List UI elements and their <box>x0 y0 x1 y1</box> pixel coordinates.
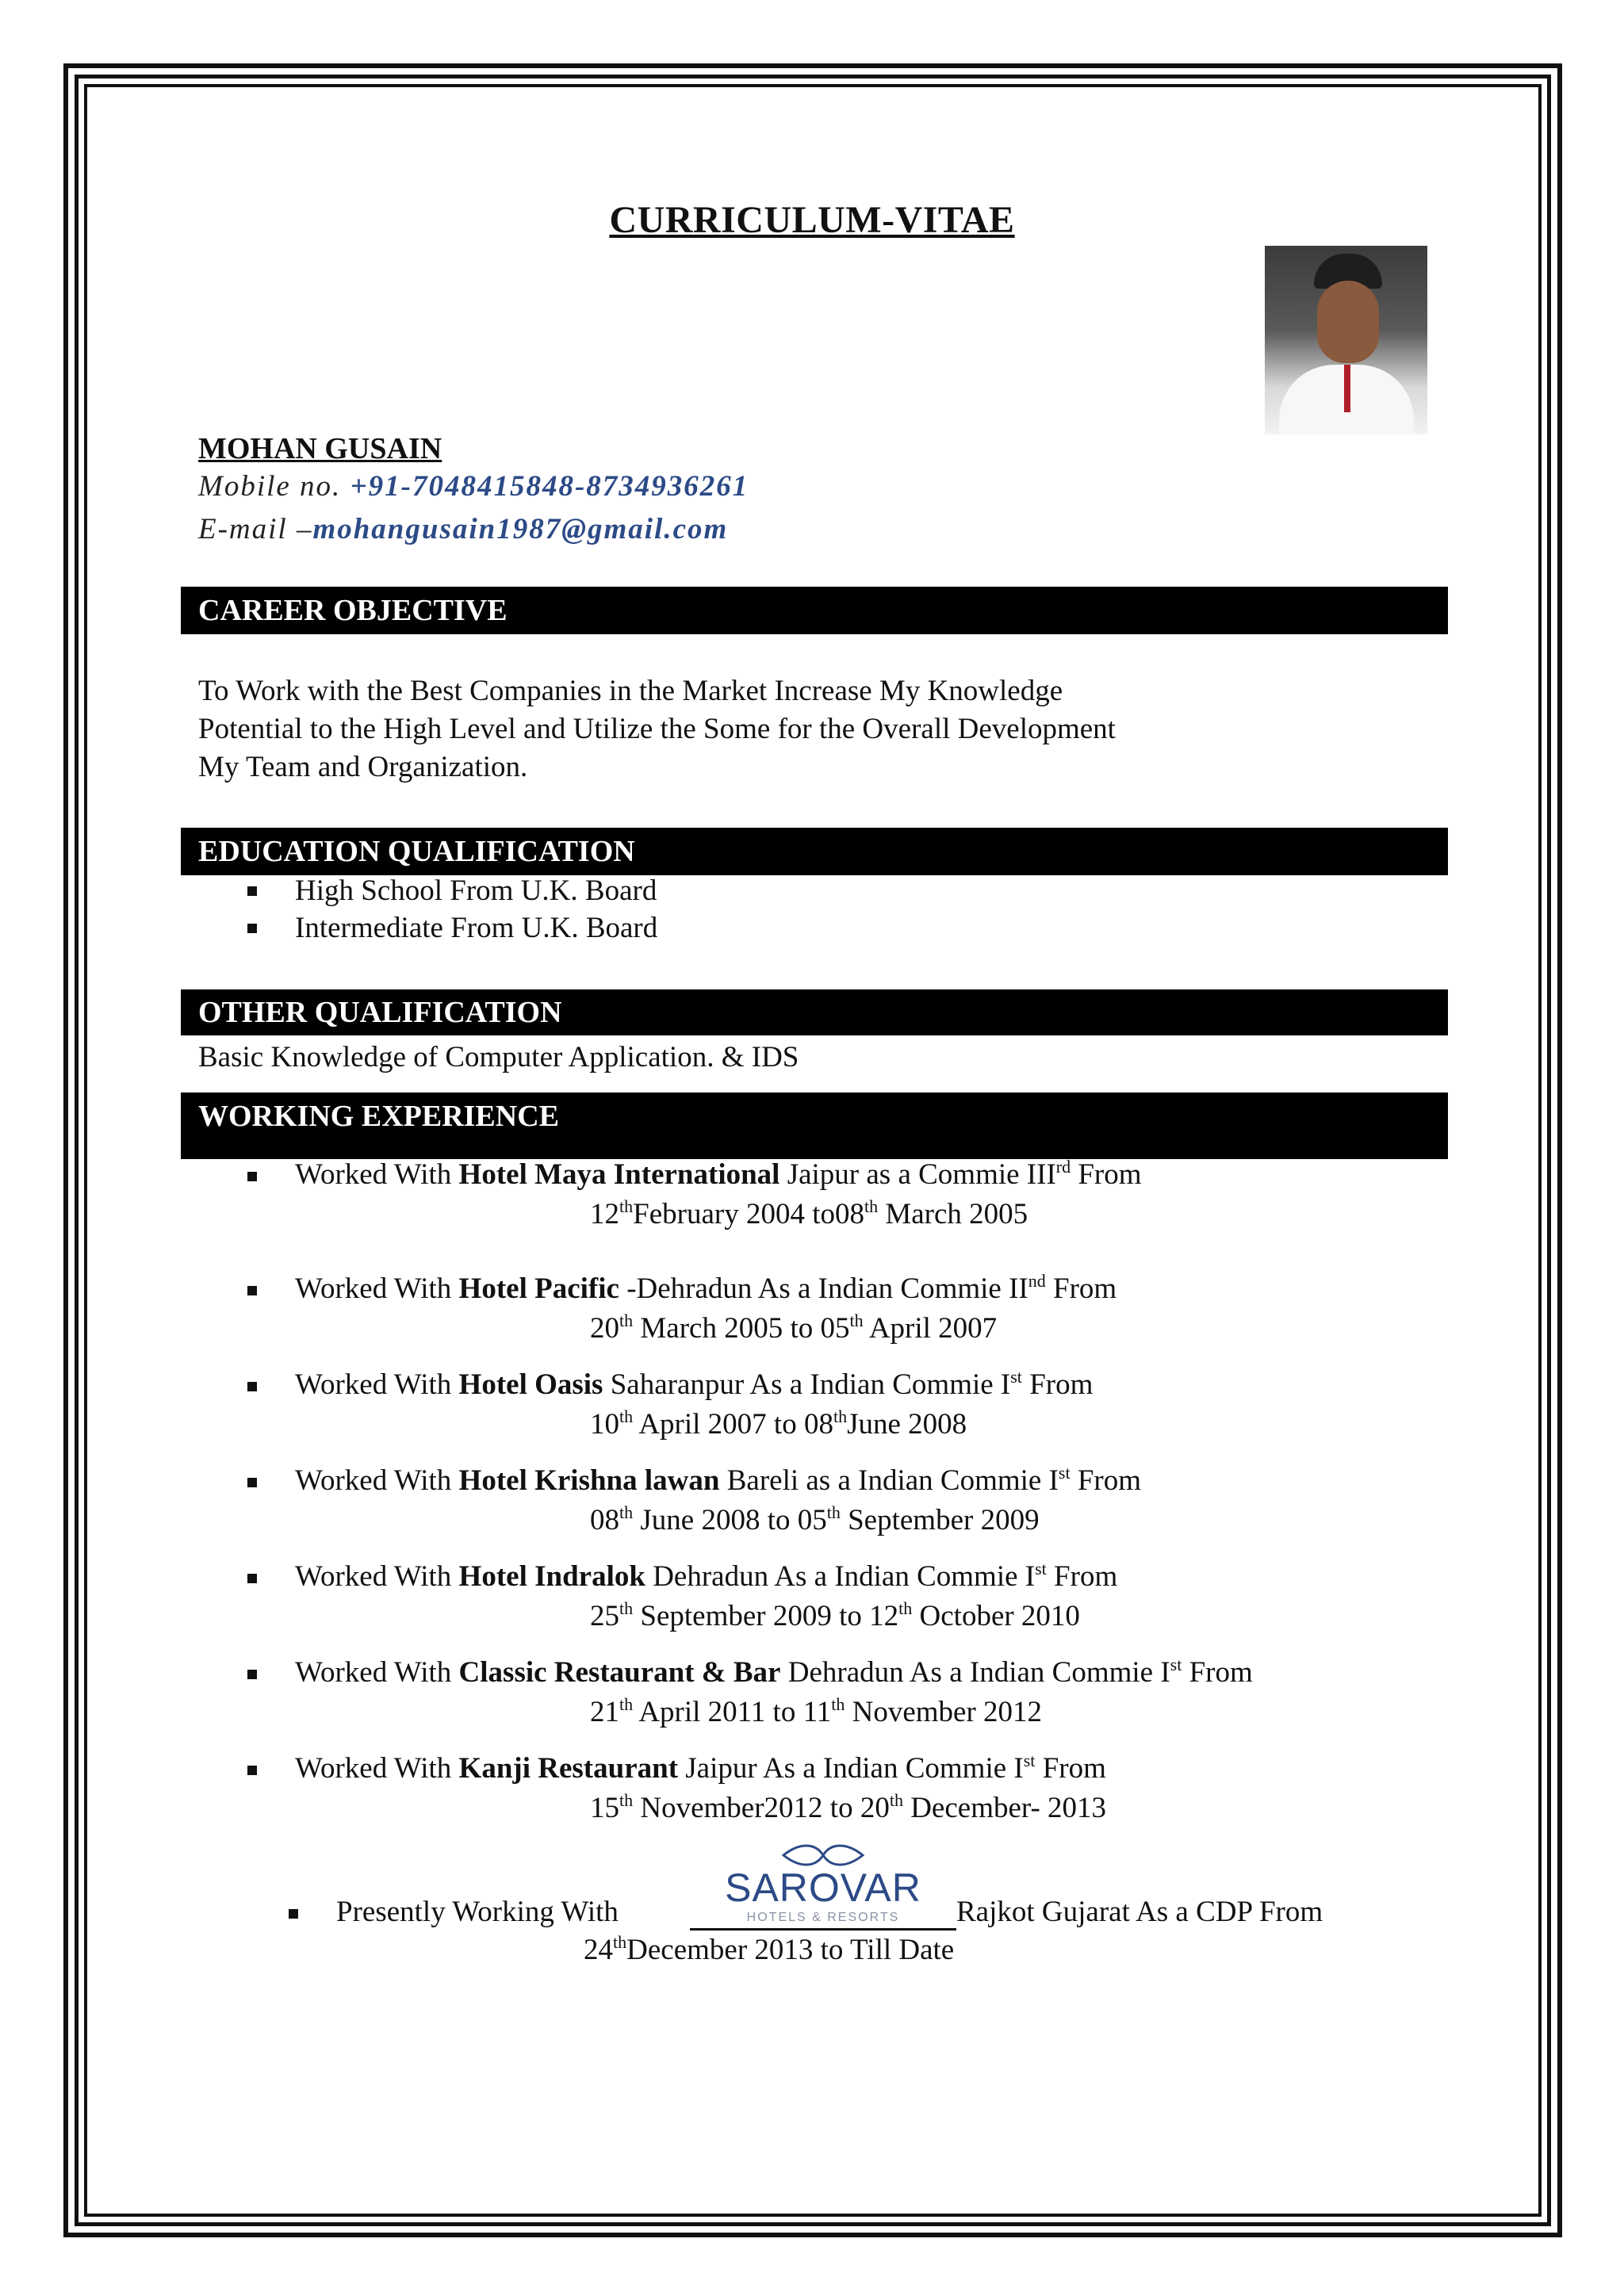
date-rest: June 2008 <box>847 1408 967 1441</box>
email-line <box>198 512 728 546</box>
date-rest: December- 2013 <box>902 1792 1107 1824</box>
profile-photo <box>1265 246 1427 434</box>
bullet-icon <box>247 1286 257 1295</box>
experience-item <box>295 1368 1093 1402</box>
employer-name: Hotel Krishna lawan <box>458 1464 720 1497</box>
present-job-details: Rajkot Gujarat As a CDP From <box>956 1896 1323 1928</box>
career-objective-line: To Work with the Best Companies in the Market Increase My Knowledge <box>198 675 1063 707</box>
experience-item <box>295 1559 1117 1594</box>
section-header-working-experience: WORKING EXPERIENCE <box>181 1093 1448 1159</box>
education-item: High School From U.K. Board <box>295 874 657 907</box>
present-job-prefix: Presently Working With <box>336 1896 619 1928</box>
date-suffix: th <box>849 1311 864 1330</box>
date-rest: March 2005 to 05 <box>633 1312 850 1345</box>
career-objective-line: Potential to the High Level and Utilize the Some for the Overall Development <box>198 713 1116 745</box>
employer-name: Kanji Restaurant <box>458 1752 679 1785</box>
email-separator: – <box>296 513 313 545</box>
date-day: 20 <box>590 1312 619 1345</box>
role-suffix: nd <box>1028 1271 1046 1291</box>
date-rest: September 2009 <box>840 1504 1040 1536</box>
experience-role: Jaipur As a Indian Commie I <box>678 1752 1024 1785</box>
email-label: E-mail <box>198 513 288 545</box>
logo-tagline: HOTELS & RESORTS <box>746 1911 900 1924</box>
date-day: 21 <box>590 1696 619 1728</box>
bullet-icon <box>247 1574 257 1583</box>
experience-item <box>295 1464 1141 1498</box>
experience-dates <box>590 1407 967 1441</box>
role-suffix: st <box>1023 1751 1036 1770</box>
experience-prefix: Worked With <box>295 1368 459 1401</box>
experience-item <box>295 1751 1106 1785</box>
date-rest: November2012 to 20 <box>633 1792 890 1824</box>
date-suffix: th <box>619 1502 634 1522</box>
date-suffix: th <box>898 1598 913 1618</box>
employer-name: Hotel Pacific <box>458 1272 619 1305</box>
career-objective-text <box>198 672 1116 786</box>
bullet-icon <box>247 924 257 933</box>
experience-prefix: Worked With <box>295 1158 459 1191</box>
bullet-icon <box>247 1766 257 1775</box>
date-day: 10 <box>590 1408 619 1441</box>
role-suffix: rd <box>1055 1157 1071 1177</box>
role-suffix: st <box>1035 1559 1047 1578</box>
bullet-icon <box>247 1382 257 1391</box>
date-suffix: th <box>619 1311 634 1330</box>
date-rest: April 2011 to 11 <box>633 1696 832 1728</box>
experience-prefix: Worked With <box>295 1560 459 1593</box>
experience-dates <box>590 1503 1040 1537</box>
experience-from: From <box>1046 1560 1118 1593</box>
experience-from: From <box>1071 1158 1142 1191</box>
experience-role: Dehradun As a Indian Commie I <box>645 1560 1036 1593</box>
mobile-value: +91-7048415848-8734936261 <box>350 470 749 503</box>
experience-role: -Dehradun As a Indian Commie II <box>619 1272 1028 1305</box>
experience-prefix: Worked With <box>295 1272 459 1305</box>
experience-role: Saharanpur As a Indian Commie I <box>603 1368 1011 1401</box>
document-title: CURRICULUM-VITAE <box>609 199 1015 241</box>
experience-prefix: Worked With <box>295 1752 459 1785</box>
experience-dates <box>590 1311 997 1345</box>
date-day: 24 <box>584 1934 613 1966</box>
sarovar-hotels-logo <box>690 1841 956 1930</box>
date-day: 12 <box>590 1198 619 1230</box>
present-job-dates <box>584 1933 954 1967</box>
bullet-icon <box>247 1670 257 1679</box>
date-rest: December 2013 to Till Date <box>626 1934 955 1966</box>
date-rest: April 2007 <box>863 1312 998 1345</box>
date-suffix: th <box>826 1502 841 1522</box>
mobile-line <box>198 469 749 503</box>
experience-dates <box>590 1695 1042 1729</box>
other-qualification-text: Basic Knowledge of Computer Application. & IDS <box>198 1041 799 1073</box>
date-suffix: th <box>831 1694 845 1714</box>
employer-name: Hotel Indralok <box>458 1560 645 1593</box>
experience-role: Jaipur as a Commie III <box>779 1158 1056 1191</box>
date-day: 15 <box>590 1792 619 1824</box>
date-rest: February 2004 to08 <box>633 1198 864 1230</box>
date-suffix: th <box>833 1406 848 1426</box>
employer-name: Classic Restaurant & Bar <box>458 1656 781 1689</box>
date-rest: April 2007 to 08 <box>633 1408 833 1441</box>
email-value: mohangusain1987@gmail.com <box>312 513 729 545</box>
experience-item <box>295 1655 1253 1689</box>
date-suffix: th <box>619 1406 634 1426</box>
experience-from: From <box>1035 1752 1106 1785</box>
date-suffix: th <box>619 1598 634 1618</box>
bullet-icon <box>247 1478 257 1487</box>
date-suffix: th <box>864 1196 879 1216</box>
date-suffix: th <box>619 1694 634 1714</box>
date-rest: September 2009 to 12 <box>633 1600 899 1632</box>
employer-name: Hotel Maya International <box>458 1158 780 1191</box>
date-suffix: th <box>613 1932 627 1952</box>
experience-prefix: Worked With <box>295 1656 459 1689</box>
date-rest: March 2005 <box>878 1198 1028 1230</box>
mobile-label: Mobile no. <box>198 470 342 503</box>
bullet-icon <box>247 886 257 896</box>
role-suffix: st <box>1010 1367 1022 1387</box>
career-objective-line: My Team and Organization. <box>198 751 528 783</box>
date-day: 08 <box>590 1504 619 1536</box>
experience-dates <box>590 1197 1028 1231</box>
role-suffix: st <box>1170 1655 1182 1674</box>
experience-dates <box>590 1791 1106 1825</box>
date-day: 25 <box>590 1600 619 1632</box>
bullet-icon <box>289 1909 298 1919</box>
section-header-other-qualification: OTHER QUALIFICATION <box>181 989 1448 1035</box>
experience-dates <box>590 1599 1080 1633</box>
experience-from: From <box>1045 1272 1117 1305</box>
logo-wordmark: SAROVAR <box>725 1866 921 1910</box>
role-suffix: st <box>1058 1463 1071 1483</box>
employer-name: Hotel Oasis <box>458 1368 603 1401</box>
education-item: Intermediate From U.K. Board <box>295 912 658 944</box>
date-suffix: th <box>889 1790 903 1810</box>
experience-prefix: Worked With <box>295 1464 459 1497</box>
date-rest: October 2010 <box>912 1600 1080 1632</box>
experience-from: From <box>1021 1368 1094 1401</box>
experience-from: From <box>1070 1464 1142 1497</box>
experience-role: Bareli as a Indian Commie I <box>719 1464 1059 1497</box>
experience-role: Dehradun As a Indian Commie I <box>780 1656 1170 1689</box>
section-header-career-objective: CAREER OBJECTIVE <box>181 587 1448 634</box>
date-suffix: th <box>619 1790 634 1810</box>
experience-item <box>295 1158 1142 1192</box>
experience-from: From <box>1182 1656 1253 1689</box>
date-rest: June 2008 to 05 <box>633 1504 827 1536</box>
candidate-name: MOHAN GUSAIN <box>198 432 442 465</box>
date-suffix: th <box>619 1196 634 1216</box>
bullet-icon <box>247 1172 257 1181</box>
experience-item <box>295 1272 1116 1306</box>
section-header-education: EDUCATION QUALIFICATION <box>181 828 1448 875</box>
date-rest: November 2012 <box>845 1696 1043 1728</box>
